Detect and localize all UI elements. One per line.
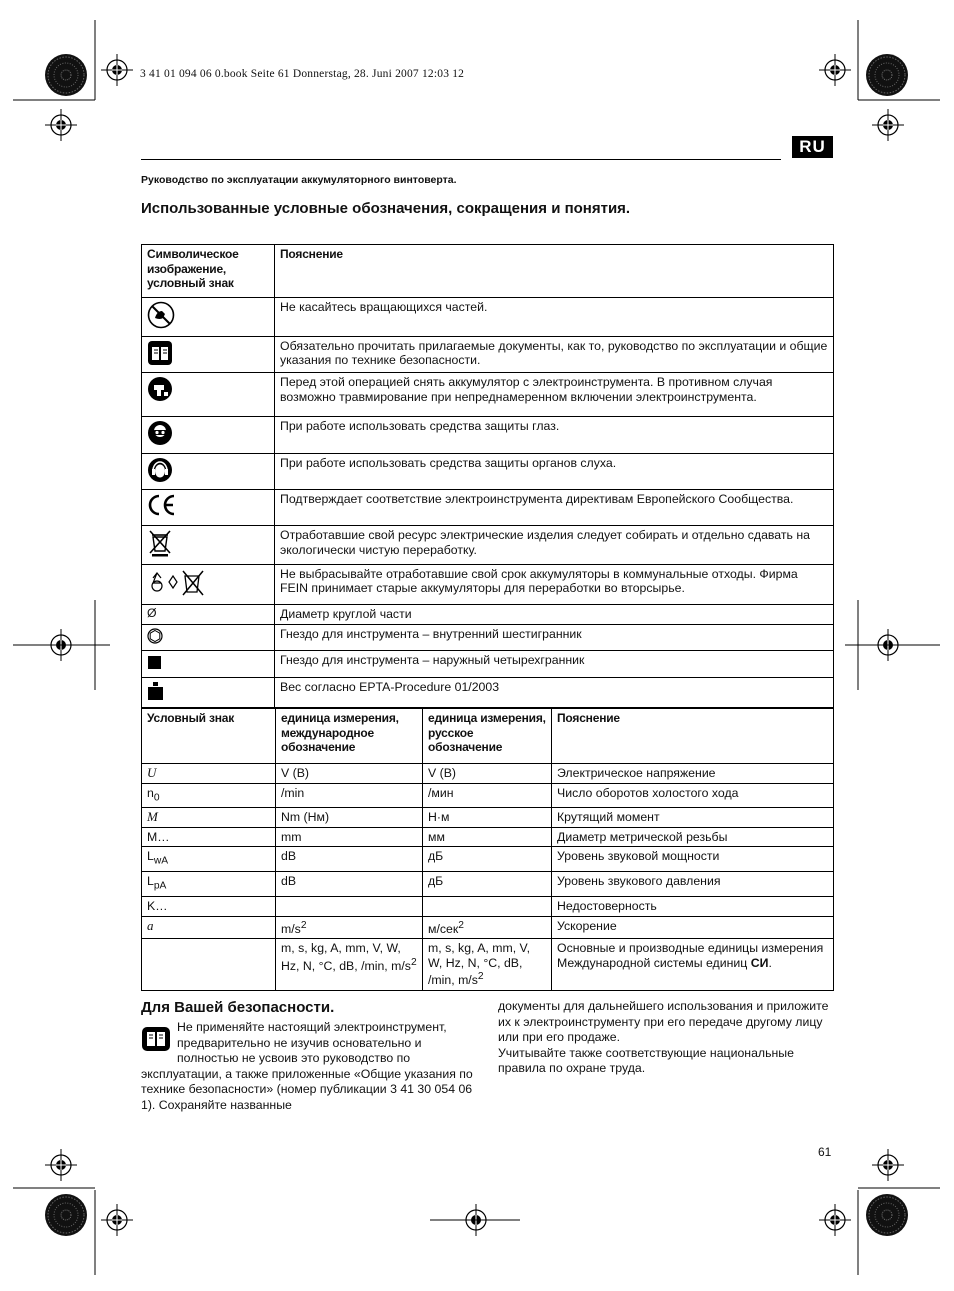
table-row xyxy=(142,298,834,337)
unit-explanation-text: Основные и производные единицы измерения Международной системы единиц xyxy=(557,941,824,970)
unit-symbol: a xyxy=(142,916,276,939)
table-row xyxy=(142,624,834,651)
explanation-cell: Не касайтесь вращающихся частей. xyxy=(275,298,834,337)
table-row xyxy=(142,827,834,847)
unit-symbol-base: n xyxy=(147,785,154,800)
unit-intl xyxy=(276,916,423,939)
table-row xyxy=(142,872,834,897)
column-header-explanation: Пояснение xyxy=(552,709,834,764)
unit-explanation: Крутящий момент xyxy=(552,808,834,828)
unit-symbol-subscript: 0 xyxy=(153,791,160,803)
symbol-cell xyxy=(142,336,275,373)
read-manual-icon xyxy=(147,340,173,366)
table-row xyxy=(142,490,834,526)
explanation-cell: Отработавшие свой ресурс электрические изделия следует собирать и отдельно сдавать на экологически чистую переработку. xyxy=(275,526,834,565)
explanation-cell: Гнездо для инструмента – внутренний шестигранник xyxy=(275,624,834,651)
unit-explanation: Недостоверность xyxy=(552,897,834,917)
unit-symbol: U xyxy=(142,764,276,784)
safety-paragraph-2-text: документы для дальнейшего использования и приложите их к электроинструменту при его передаче другому лицу или при его продаже. xyxy=(498,999,829,1045)
unit-symbol-subscript: pA xyxy=(153,880,167,892)
unit-symbol xyxy=(142,783,276,808)
document-subtitle: Руководство по эксплуатации аккумуляторного винтоверта. xyxy=(141,174,457,186)
unit-intl-superscript: 2 xyxy=(410,956,417,968)
square-icon xyxy=(147,654,163,670)
unit-russian-superscript: 2 xyxy=(477,971,484,983)
unit-russian: дБ xyxy=(423,872,552,897)
symbol-cell xyxy=(142,490,275,526)
unit-intl xyxy=(276,939,423,991)
unit-explanation xyxy=(552,939,834,991)
table-row xyxy=(142,897,834,917)
eye-protection-icon xyxy=(147,420,173,446)
unit-explanation: Ускорение xyxy=(552,916,834,939)
explanation-cell: Гнездо для инструмента – наружный четырехгранник xyxy=(275,651,834,678)
no-touch-rotating-icon xyxy=(147,301,175,329)
unit-intl: mm xyxy=(276,827,423,847)
unit-russian: /мин xyxy=(423,783,552,808)
symbol-cell xyxy=(142,417,275,454)
table-row xyxy=(142,677,834,708)
unit-intl: /min xyxy=(276,783,423,808)
unit-intl-base: m/s xyxy=(281,921,301,936)
unit-russian-base: м/сек xyxy=(428,921,459,936)
language-badge: RU xyxy=(792,136,833,158)
unit-symbol-subscript: wA xyxy=(153,855,169,867)
safety-paragraph-1 xyxy=(141,1020,476,1114)
diameter-icon: Ø xyxy=(142,605,275,625)
unit-intl: V (B) xyxy=(276,764,423,784)
unit-russian-base: m, s, kg, A, mm, V, W, Hz, N, °C, dB, /min, m/s xyxy=(428,941,531,988)
table-row xyxy=(142,373,834,417)
table-row xyxy=(142,939,834,991)
unit-symbol xyxy=(142,872,276,897)
table-row xyxy=(142,916,834,939)
symbol-cell xyxy=(142,624,275,651)
explanation-cell: Перед этой операцией снять аккумулятор с электроинструмента. В противном случая возможно травмирование при непреднамеренном включении электроинструмента. xyxy=(275,373,834,417)
unit-symbol xyxy=(142,847,276,872)
weight-icon xyxy=(147,681,165,701)
unit-symbol: K… xyxy=(142,897,276,917)
table-row xyxy=(142,808,834,828)
table-row xyxy=(142,605,834,625)
symbol-cell xyxy=(142,453,275,490)
symbol-cell xyxy=(142,677,275,708)
symbol-cell xyxy=(142,526,275,565)
unit-intl: Nm (Нм) xyxy=(276,808,423,828)
unit-intl-base: m, s, kg, A, mm, V, W, Hz, N, °C, dB, /min, m/s xyxy=(281,941,411,974)
explanation-cell: Диаметр круглой части xyxy=(275,605,834,625)
table-row xyxy=(142,453,834,490)
unit-explanation: Уровень звуковой мощности xyxy=(552,847,834,872)
header-rule xyxy=(141,159,781,160)
crossed-bin-icon xyxy=(147,529,173,557)
unit-russian: V (B) xyxy=(423,764,552,784)
unit-intl: dB xyxy=(276,847,423,872)
unit-symbol xyxy=(142,939,276,991)
explanation-cell: Не выбрасывайте отработавшие свой срок аккумуляторы в коммунальные отходы. Фирма FEIN принимает старые аккумуляторы для переработки во вторсырье. xyxy=(275,564,834,605)
unit-intl: dB xyxy=(276,872,423,897)
column-header-symbol: Условный знак xyxy=(142,709,276,764)
units-table xyxy=(141,708,834,991)
table-row xyxy=(142,526,834,565)
unit-intl-superscript: 2 xyxy=(300,919,307,931)
table-row xyxy=(142,651,834,678)
unit-explanation-end: . xyxy=(768,955,772,970)
unit-symbol: M… xyxy=(142,827,276,847)
table-row xyxy=(142,783,834,808)
battery-recycle-icon xyxy=(147,568,207,598)
unit-explanation: Диаметр метрической резьбы xyxy=(552,827,834,847)
unit-russian: Н·м xyxy=(423,808,552,828)
table-row xyxy=(142,336,834,373)
safety-paragraph-3-text: Учитывайте также соответствующие национальные правила по охране труда. xyxy=(498,1045,794,1076)
symbol-cell xyxy=(142,651,275,678)
unit-russian: мм xyxy=(423,827,552,847)
explanation-cell: При работе использовать средства защиты глаз. xyxy=(275,417,834,454)
unit-russian xyxy=(423,939,552,991)
unit-explanation: Электрическое напряжение xyxy=(552,764,834,784)
explanation-cell: Вес согласно EPTA-Procedure 01/2003 xyxy=(275,677,834,708)
safety-heading: Для Вашей безопасности. xyxy=(141,999,335,1016)
si-abbreviation: СИ xyxy=(750,955,769,970)
print-info-line: 3 41 01 094 06 0.book Seite 61 Donnerstag, 28. Juni 2007 12:03 12 xyxy=(140,68,465,80)
unit-russian xyxy=(423,916,552,939)
table-header-row xyxy=(142,245,834,298)
table-row xyxy=(142,417,834,454)
unit-explanation: Уровень звукового давления xyxy=(552,872,834,897)
table-row xyxy=(142,764,834,784)
page-number: 61 xyxy=(818,1145,832,1159)
column-header-symbol: Символическое изображение, условный знак xyxy=(142,245,275,298)
column-header-russian: единица измерения, русское обозначение xyxy=(423,709,552,764)
unit-symbol: M xyxy=(142,808,276,828)
safety-paragraph-2 xyxy=(498,999,838,1077)
ear-protection-icon xyxy=(147,457,173,483)
column-header-intl: единица измерения, международное обозначение xyxy=(276,709,423,764)
unit-symbol-base: L xyxy=(147,874,154,889)
symbols-table xyxy=(141,244,834,708)
table-row xyxy=(142,564,834,605)
ce-mark-icon xyxy=(147,493,177,517)
unit-russian: дБ xyxy=(423,847,552,872)
symbol-cell xyxy=(142,564,275,605)
unit-symbol-base: L xyxy=(147,849,154,864)
explanation-cell: Подтверждает соответствие электроинструмента директивам Европейского Сообщества. xyxy=(275,490,834,526)
unit-russian xyxy=(423,897,552,917)
hexagon-icon xyxy=(147,628,163,644)
table-row xyxy=(142,847,834,872)
read-manual-icon xyxy=(141,1026,171,1052)
symbol-cell xyxy=(142,373,275,417)
unit-intl xyxy=(276,897,423,917)
column-header-explanation: Пояснение xyxy=(275,245,834,298)
section-heading: Использованные условные обозначения, сокращения и понятия. xyxy=(141,200,631,217)
table-header-row xyxy=(142,709,834,764)
unit-russian-superscript: 2 xyxy=(458,919,464,931)
remove-battery-icon xyxy=(147,376,173,402)
safety-paragraph-1-text: Не применяйте настоящий электроинструмент, предварительно не изучив основательно и полностью не усвоив это руководство по эксплуатации, а также приложенные «Общие указания по технике безопасности» (номер публикации 3 41 30 054 06 1). Сохраняйте названные xyxy=(141,1020,473,1112)
explanation-cell: Обязательно прочитать прилагаемые документы, как то, руководство по эксплуатации и общие указания по технике безопасности. xyxy=(275,336,834,373)
unit-explanation: Число оборотов холостого хода xyxy=(552,783,834,808)
explanation-cell: При работе использовать средства защиты органов слуха. xyxy=(275,453,834,490)
symbol-cell xyxy=(142,298,275,337)
